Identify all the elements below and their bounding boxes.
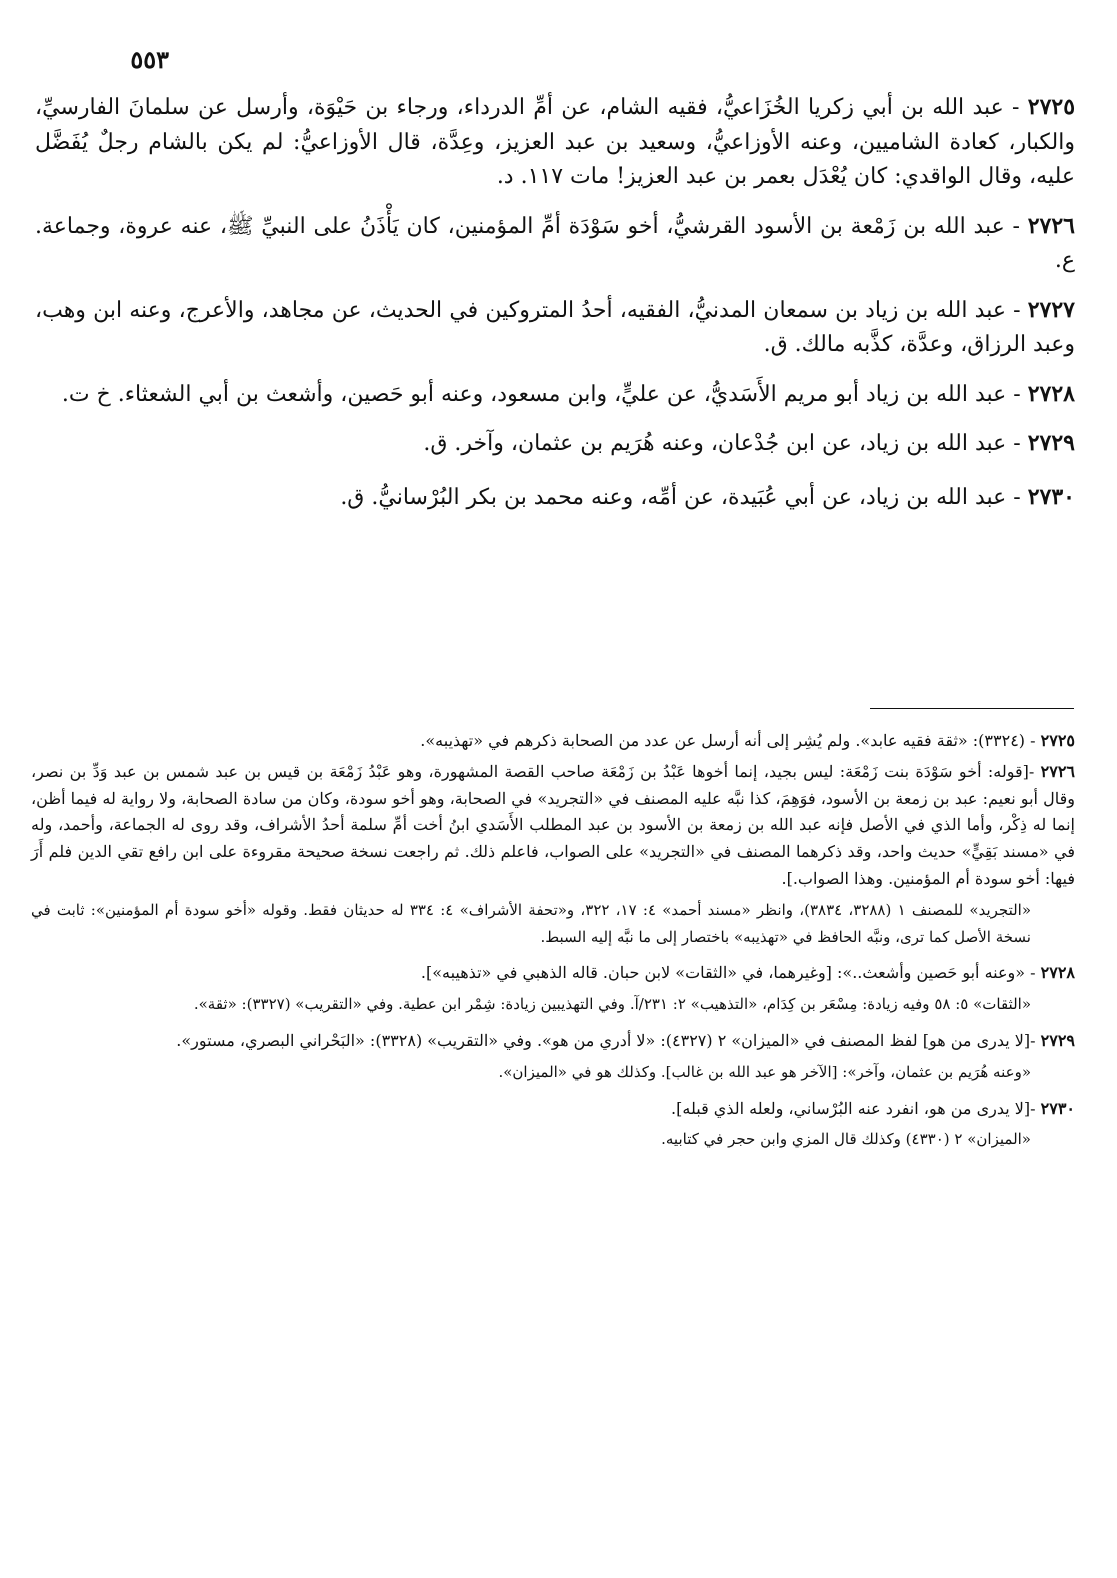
footnote-2726 [31,759,1075,893]
footnote-number: ٢٧٢٩ [1040,1030,1075,1050]
entry-number: ٢٧٢٨ [1027,380,1075,407]
footnote-text: -[لا يدرى من هو، انفرد عنه البُرْساني، ولعله الذي قبله]. [671,1098,1036,1118]
entry-text: - عبد الله بن زياد بن سمعان المدنيُّ، الفقيه، أحدُ المتروكين في الحديث، عن مجاهد، والأعرج، وعنه ابن وهب، وعبد الرزاق، وعدَّة، كذَّبه مالك. ق. [35,297,1075,357]
footnote-number: ٢٧٢٨ [1040,963,1075,983]
entry-text: - عبد الله بن زياد، عن ابن جُدْعان، وعنه هُرَيم بن عثمان، وآخر. ق. [423,431,1021,456]
entry-text: - عبد الله بن زَمْعة بن الأسود القرشيُّ، أخو سَوْدَة أمِّ المؤمنين، كان يَأْذَنُ على النبيِّ ﷺ، عنه عروة، وجماعة. ع. [35,213,1075,273]
footnote-2728-commentary: «الثقات» ٥: ٥٨ وفيه زيادة: مِسْعَر بن كِدَام، «التذهيب» ٢: ٢٣١/آ. وفي التهذيبين زيادة: شِمْر ابن عطية. وفي «التقريب» (٣٣٢٧): «ثقة». [193,995,1031,1014]
entry-number: ٢٧٢٩ [1027,430,1075,456]
footnote-2730-commentary: «الميزان» ٢ (٤٣٣٠) وكذلك قال المزي وابن حجر في كتابيه. [661,1130,1031,1149]
entry-2728 [35,377,1075,413]
footnote-text: - (٣٣٢٤): «ثقة فقيه عابد». ولم يُشِر إلى أنه أرسل عن عدد من الصحابة ذكرهم في «تهذيبه». [420,731,1036,750]
entry-text: - عبد الله بن زياد، عن أبي عُبَيدة، عن أمِّه، وعنه محمد بن بكر البُرْسانيُّ. ق. [340,484,1021,510]
entry-number: ٢٧٣٠ [1027,483,1075,510]
footnote-2725 [31,728,1075,755]
footnote-text: -[لا يدرى من هو] لفظ المصنف في «الميزان» ٢ (٤٣٢٧): «لا أدري من هو». وفي «التقريب» (٣٣٢٨): «البَحْراني البصري، مستور». [176,1030,1036,1050]
footnote-number: ٢٧٢٥ [1040,731,1075,750]
footnote-text: -[قوله: أخو سَوْدَة بنت زَمْعَة: ليس بجيد، إنما أخوها عَبْدُ بن زَمْعَة صاحب القصة المشهورة، وهو عَبْدُ زَمْعَة بن قيس بن عبد شمس بن عبد وَدِّ بن نصر، وقال أبو نعيم: عبد بن زمعة بن الأسود، فوَهِمَ، كذا نبَّه عليه المصنف في «التجريد» في الصحابة، وهو أخو سودة، وكان من سادة الصحابة، ولا رواية له فيما أظن، إنما له ذِكْر، وأما الذي في الأصل فإنه عبد الله بن زمعة بن الأسود بن عبد المطلب الأَسَدي ابنُ أخت أمِّ سلمة أحدُ الأشراف، وقد روى له الجماعة، وأحمد، وله في «مسند بَقِيٍّ» حديث واحد، وقد ذكرهما المصنف في «التجريد» على الصواب، فاعلم ذلك. ثم راجعت نسخة صحيحة مقروءة على ابن رافع تقي الدين فلم أَرَ فيها: أخو سودة أم المؤمنين. وهذا الصواب.]. [31,761,1075,888]
entry-number: ٢٧٢٥ [1027,94,1076,120]
footnote-number: ٢٧٣٠ [1040,1098,1075,1118]
entry-text: - عبد الله بن أبي زكريا الخُزَاعيُّ، فقيه الشام، عن أمِّ الدرداء، ورجاء بن حَيْوَة، وأرسل عن سلمانَ الفارسيِّ، والكبار، كعادة الشاميين، وعنه الأوزاعيُّ، وسعيد بن عبد العزيز، وعِدَّة، قال الأوزاعيُّ: لم يكن بالشام رجلٌ يُفَضَّل عليه، وقال الواقدي: كان يُعْدَل بعمر بن عبد العزيز! مات ١١٧. د. [35,95,1075,189]
entry-2730 [35,480,1075,516]
footnote-2730 [31,1096,1075,1123]
footnote-divider [870,708,1074,709]
entry-2729 [35,426,1075,462]
footnote-number: ٢٧٢٦ [1040,761,1075,781]
entry-number: ٢٧٢٦ [1027,212,1075,239]
footnote-2729-commentary: «وعنه هُرَيم بن عثمان، وآخر»: [الآخر هو عبد الله بن غالب]. وكذلك هو في «الميزان». [498,1062,1031,1081]
entry-2726 [35,209,1075,279]
main-entries [35,90,1075,533]
footnote-2726-commentary: «التجريد» للمصنف ١ (٣٢٨٨، ٣٨٣٤)، وانظر «مسند أحمد» ٤: ١٧، ٣٢٢، و«تحفة الأشراف» ٤: ٣٣٤ له حديثان فقط. وقوله «أخو سودة أم المؤمنين»: ثابت في نسخة الأصل كما ترى، ونبَّه الحافظ في «تهذيبه» باختصار إلى ما نبَّه إليه السبط. [31,900,1032,946]
footnote-2728 [31,960,1075,987]
page-number: ٥٥٣ [130,45,169,74]
entry-2727 [35,293,1075,363]
entry-text: - عبد الله بن زياد أبو مريم الأَسَديُّ، عن عليٍّ، وابن مسعود، وعنه أبو حَصين، وأشعث بن أبي الشعثاء. خ ت. [61,381,1021,407]
entry-2725 [35,90,1075,195]
footnotes [31,728,1075,1159]
entry-number: ٢٧٢٧ [1027,296,1075,323]
footnote-text: - «وعنه أبو حَصين وأشعث..»: [وغيرهما، في «الثقات» لابن حبان. قاله الذهبي في «تذهيبه»]. [420,963,1036,983]
footnote-2729 [31,1028,1075,1055]
